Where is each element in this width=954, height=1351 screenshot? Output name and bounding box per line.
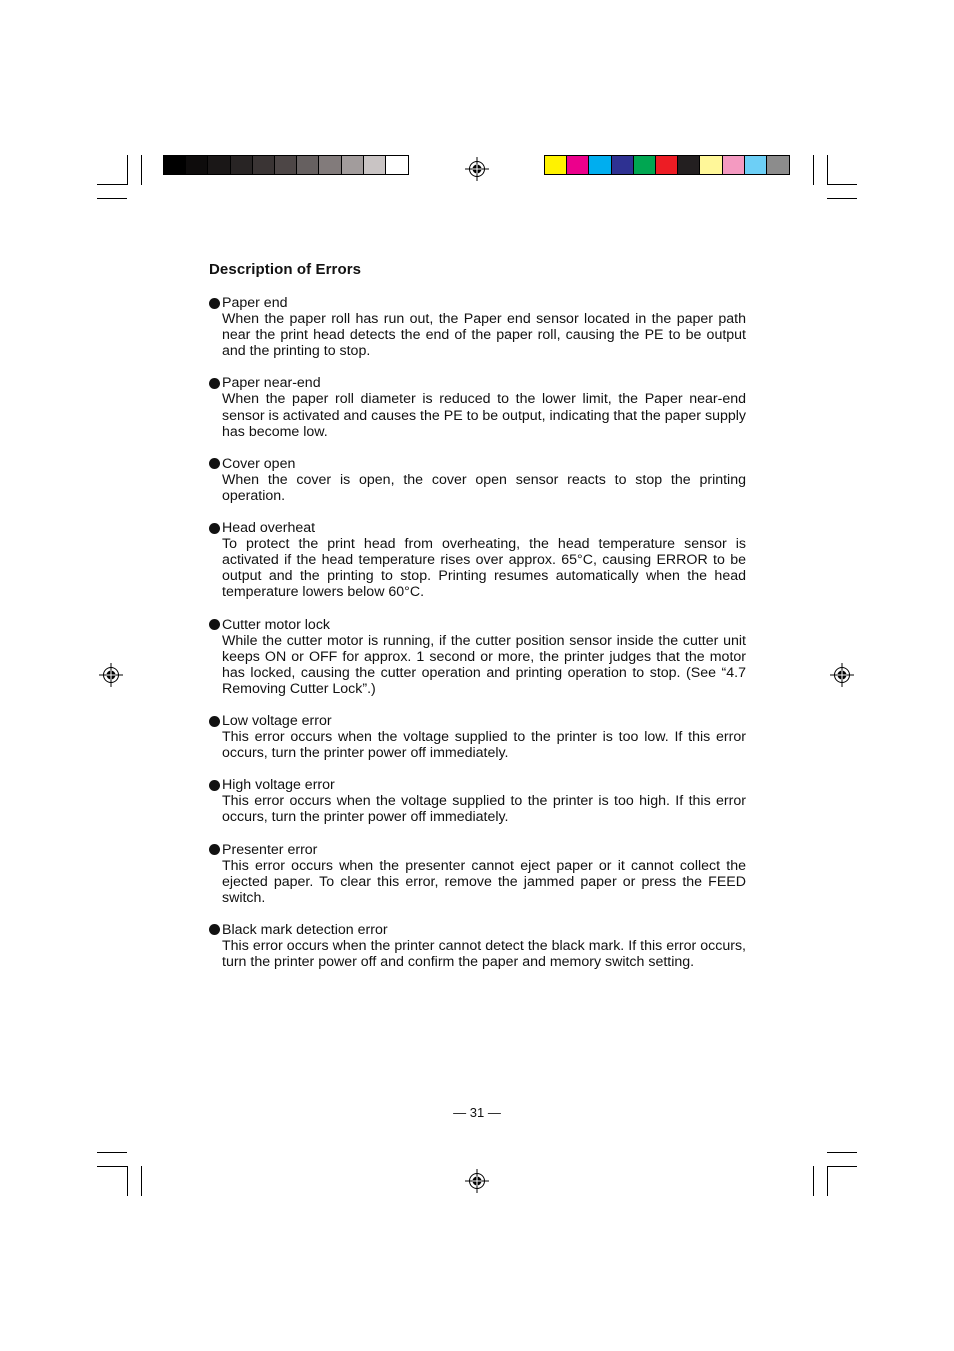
item-body: This error occurs when the voltage supplied to the printer is too low. If this error occurs, turn the printer power off immediately. <box>222 729 746 762</box>
list-item <box>209 617 746 697</box>
list-item <box>209 295 746 359</box>
item-heading: Presenter error <box>222 841 318 858</box>
color-swatch <box>767 156 789 174</box>
item-body: While the cutter motor is running, if the cutter position sensor inside the cutter unit keeps ON or OFF for approx. 1 second or more, the printer judges that the motor has locked, causing the cutter operation and printing operation to stop. (See “4.7 Removing Cutter Lock”.) <box>222 632 746 697</box>
bullet-icon <box>209 458 220 469</box>
crop-mark <box>827 1152 857 1153</box>
crop-mark <box>97 198 127 199</box>
bullet-icon <box>209 924 220 935</box>
grayscale-color-bar <box>163 155 409 175</box>
list-item <box>209 777 746 825</box>
item-heading: Low voltage error <box>222 712 332 729</box>
page-title: Description of Errors <box>209 261 362 278</box>
crop-mark <box>827 1166 828 1196</box>
color-swatch <box>634 156 656 174</box>
page-number: — 31 — <box>453 1105 501 1120</box>
crop-mark <box>97 1166 127 1167</box>
bullet-icon <box>209 716 220 727</box>
color-swatch <box>612 156 634 174</box>
registration-mark-icon <box>465 1169 489 1193</box>
color-swatch <box>723 156 745 174</box>
color-swatch <box>319 156 341 174</box>
crop-mark <box>827 198 857 199</box>
crop-mark <box>141 1166 142 1196</box>
color-swatch <box>589 156 611 174</box>
crop-mark <box>827 1166 857 1167</box>
crop-mark <box>813 1166 814 1196</box>
list-item <box>209 842 746 906</box>
item-body: This error occurs when the printer cannot detect the black mark. If this error occurs, turn the printer power off and confirm the paper and memory switch setting. <box>222 938 746 971</box>
bullet-icon <box>209 378 220 389</box>
bullet-icon <box>209 844 220 855</box>
list-item <box>209 375 746 439</box>
item-heading: Cover open <box>222 455 296 472</box>
error-list <box>209 295 746 986</box>
color-swatch <box>364 156 386 174</box>
color-swatch <box>678 156 700 174</box>
item-heading: Black mark detection error <box>222 921 388 938</box>
color-swatch <box>342 156 364 174</box>
color-swatch <box>545 156 567 174</box>
color-swatch <box>386 156 408 174</box>
crop-mark <box>827 184 857 185</box>
bullet-icon <box>209 298 220 309</box>
color-swatch <box>745 156 767 174</box>
crop-mark <box>127 155 128 185</box>
registration-mark-icon <box>99 663 123 687</box>
item-body: This error occurs when the presenter cannot eject paper or it cannot collect the ejected paper. To clear this error, remove the jammed paper or press the FEED switch. <box>222 857 746 906</box>
crop-mark <box>813 155 814 185</box>
list-item <box>209 456 746 504</box>
item-body: To protect the print head from overheating, the head temperature sensor is activated if the head temperature rises over approx. 65°C, causing ERROR to be output and the printing to stop. Printing resumes automatically when the head temperature lowers below 60°C. <box>222 536 746 601</box>
item-body: This error occurs when the voltage supplied to the printer is too high. If this error occurs, turn the printer power off immediately. <box>222 793 746 826</box>
item-body: When the paper roll has run out, the Paper end sensor located in the paper path near the print head detects the end of the paper roll, causing the PE to be output and the printing to stop. <box>222 311 746 360</box>
color-swatch <box>164 156 186 174</box>
item-body: When the cover is open, the cover open sensor reacts to stop the printing operation. <box>222 471 746 504</box>
crop-mark <box>141 155 142 185</box>
color-swatch <box>208 156 230 174</box>
item-heading: High voltage error <box>222 777 335 794</box>
process-color-bar <box>544 155 790 175</box>
color-swatch <box>253 156 275 174</box>
crop-mark <box>827 155 828 185</box>
color-swatch <box>297 156 319 174</box>
bullet-icon <box>209 619 220 630</box>
crop-mark <box>127 1166 128 1196</box>
crop-mark <box>97 184 127 185</box>
color-swatch <box>656 156 678 174</box>
color-swatch <box>186 156 208 174</box>
list-item <box>209 520 746 600</box>
list-item <box>209 713 746 761</box>
bullet-icon <box>209 780 220 791</box>
bullet-icon <box>209 523 220 534</box>
item-heading: Paper near-end <box>222 375 321 392</box>
crop-mark <box>97 1152 127 1153</box>
color-swatch <box>700 156 722 174</box>
registration-mark-icon <box>465 157 489 181</box>
color-swatch <box>567 156 589 174</box>
list-item <box>209 922 746 970</box>
item-heading: Head overheat <box>222 520 316 537</box>
item-body: When the paper roll diameter is reduced to the lower limit, the Paper near-end sensor is activated and causes the PE to be output, indicating that the paper supply has become low. <box>222 391 746 440</box>
color-swatch <box>231 156 253 174</box>
item-heading: Cutter motor lock <box>222 616 331 633</box>
registration-mark-icon <box>830 663 854 687</box>
item-heading: Paper end <box>222 295 288 311</box>
color-swatch <box>275 156 297 174</box>
